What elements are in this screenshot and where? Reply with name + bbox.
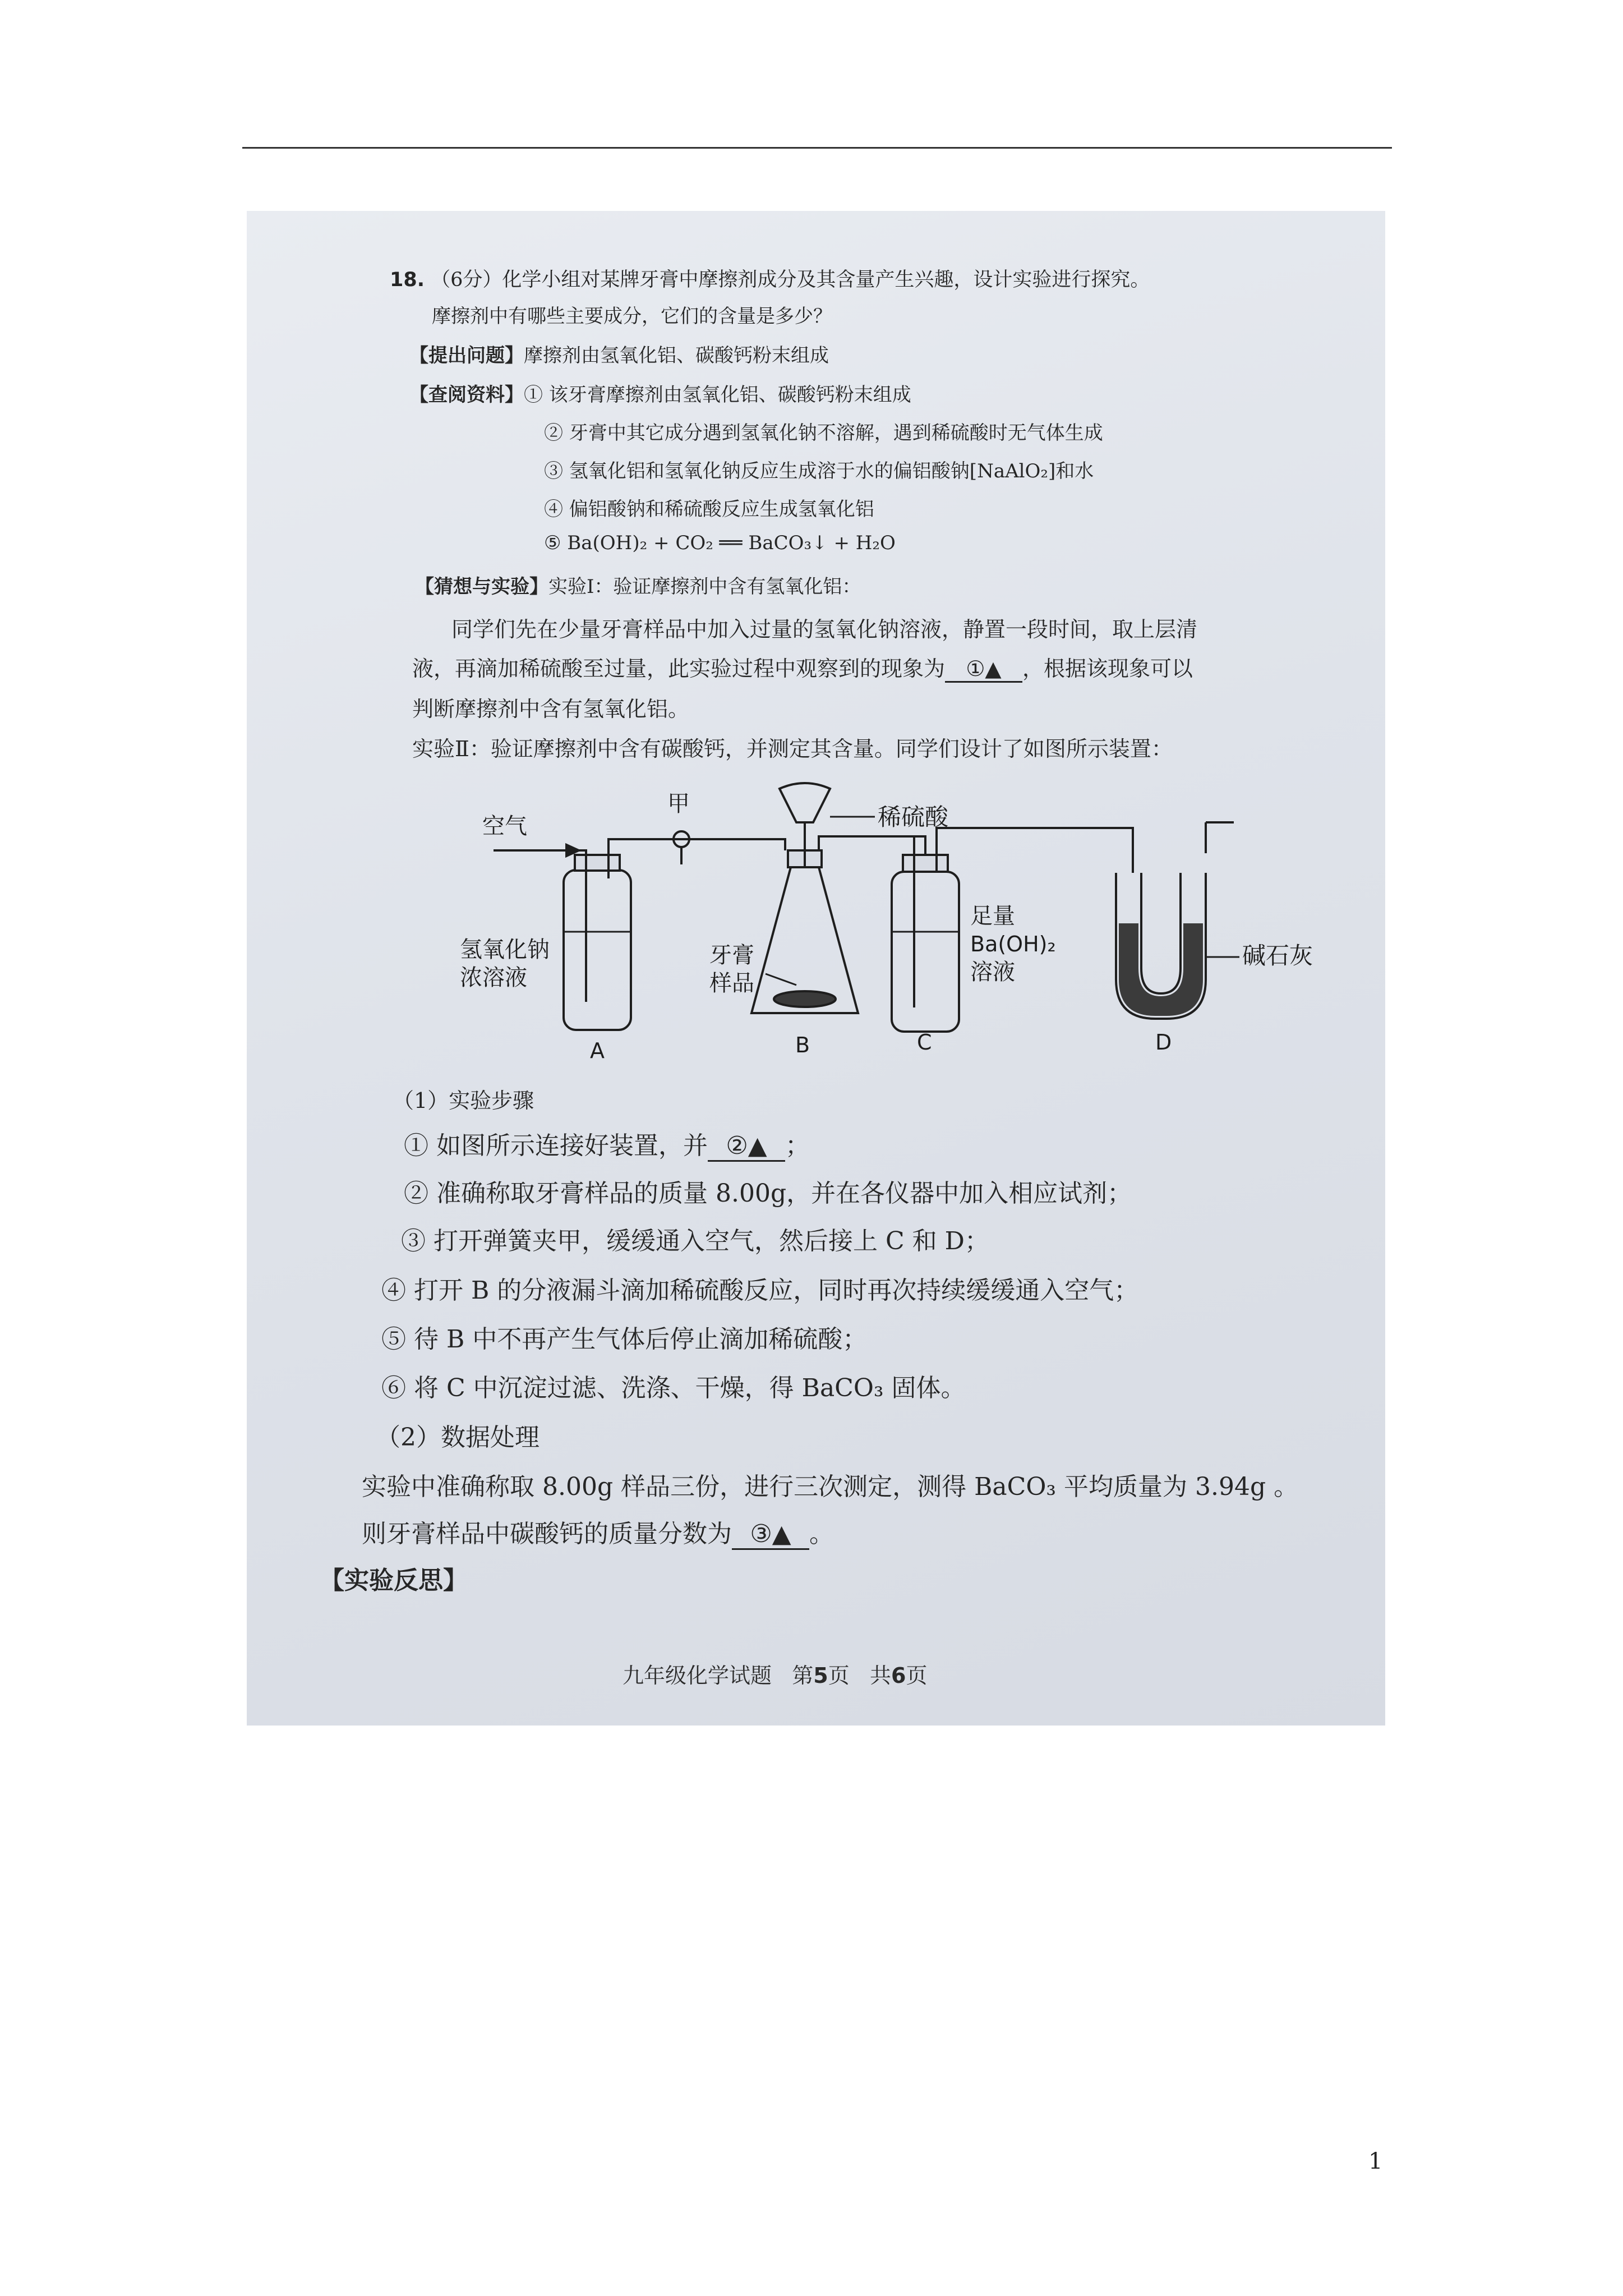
answer-blank-2[interactable]: ②▲	[708, 1131, 785, 1162]
separatory-funnel	[780, 783, 830, 822]
label-baoh2: Ba(OH)₂	[970, 932, 1056, 956]
label-sample-1: 牙膏	[709, 942, 754, 968]
pipe-c-to-d	[937, 828, 1133, 873]
raise-question: 【提出问题】摩擦剂由氢氧化铝、碳酸钙粉末组成	[409, 344, 829, 367]
label-dilute-acid: 稀硫酸	[878, 803, 949, 831]
info-row-2: ② 牙膏中其它成分遇到氢氧化钠不溶解，遇到稀硫酸时无气体生成	[544, 422, 1103, 444]
step-5: ⑤ 待 B 中不再产生气体后停止滴加稀硫酸；	[381, 1325, 868, 1354]
step-2: ② 准确称取牙膏样品的质量 8.00g，并在各仪器中加入相应试剂；	[404, 1179, 1132, 1208]
label-c: C	[917, 1030, 932, 1055]
exp1-paragraph-1: 同学们先在少量牙膏样品中加入过量的氢氧化钠溶液，静置一段时间，取上层清	[451, 617, 1198, 642]
toothpaste-sample	[774, 991, 836, 1007]
reflection-heading: 【实验反思】	[320, 1566, 468, 1595]
data-heading: （2）数据处理	[376, 1423, 540, 1452]
label-air: 空气	[482, 813, 527, 839]
pipe-b-to-c	[819, 836, 925, 855]
sample-pointer	[766, 974, 796, 985]
bottle-c	[892, 872, 959, 1032]
data-paragraph-2: 则牙膏样品中碳酸钙的质量分数为 ③▲ 。	[362, 1513, 834, 1550]
steps-heading: （1）实验步骤	[393, 1088, 534, 1113]
question-line2: 摩擦剂中有哪些主要成分，它们的含量是多少？	[432, 305, 832, 328]
label-enough: 足量	[970, 903, 1015, 929]
label-naoh-2: 浓溶液	[460, 965, 527, 991]
label-soda-lime: 碱石灰	[1242, 942, 1313, 969]
info-row-5: ⑤ Ba(OH)₂ + CO₂ ══ BaCO₃↓ + H₂O	[544, 532, 896, 554]
stopper-a	[575, 855, 620, 871]
step-1: ① 如图所示连接好装置，并 ②▲ ；	[404, 1125, 810, 1162]
question-intro: 18. （6分）化学小组对某牌牙膏中摩擦剂成分及其含量产生兴趣，设计实验进行探究。	[390, 269, 1150, 291]
step-4: ④ 打开 B 的分液漏斗滴加稀硫酸反应，同时再次持续缓缓通入空气；	[381, 1276, 1139, 1305]
question-number: 18.	[390, 269, 425, 291]
label-b: B	[795, 1033, 810, 1057]
label-d: D	[1155, 1030, 1172, 1055]
info-row-1: 【查阅资料】① 该牙膏摩擦剂由氢氧化铝、碳酸钙粉末组成	[409, 384, 911, 406]
label-solution: 溶液	[970, 959, 1015, 985]
label-sample-2: 样品	[709, 970, 754, 996]
page-number: 1	[1368, 2148, 1383, 2174]
stopper-c	[903, 855, 948, 872]
data-paragraph-1: 实验中准确称取 8.00g 样品三份，进行三次测定，测得 BaCO₃ 平均质量为 3.94g 。	[362, 1473, 1299, 1501]
info-row-4: ④ 偏铝酸钠和稀硫酸反应生成氢氧化铝	[544, 498, 874, 521]
header-rule	[242, 147, 1392, 149]
answer-blank-3[interactable]: ③▲	[732, 1520, 809, 1550]
pipe-a-to-b	[608, 839, 785, 856]
apparatus-diagram	[460, 789, 1313, 1103]
exp2-title: 实验Ⅱ：验证摩擦剂中含有碳酸钙，并测定其含量。同学们设计了如图所示装置：	[412, 737, 1173, 761]
u-tube-d-inner	[1141, 873, 1181, 993]
exp1-title: 【猜想与实验】实验Ⅰ：验证摩擦剂中含有氢氧化铝：	[415, 576, 861, 598]
bottle-a	[564, 870, 631, 1030]
exp1-paragraph-3: 判断摩擦剂中含有氢氧化铝。	[412, 697, 690, 721]
info-row-3: ③ 氢氧化铝和氢氧化钠反应生成溶于水的偏铝酸钠[NaAlO₂]和水	[544, 460, 1094, 482]
label-a: A	[590, 1038, 605, 1063]
answer-blank-1[interactable]: ①▲	[945, 656, 1022, 683]
step-6: ⑥ 将 C 中沉淀过滤、洗涤、干燥，得 BaCO₃ 固体。	[381, 1374, 966, 1402]
label-naoh-1: 氢氧化钠	[460, 937, 550, 963]
step-3: ③ 打开弹簧夹甲，缓缓通入空气，然后接上 C 和 D；	[401, 1227, 989, 1255]
label-clamp: 甲	[667, 791, 690, 817]
exam-photo	[247, 211, 1385, 1726]
page-footer: 九年级化学试题 第5页 共6页	[623, 1663, 928, 1688]
soda-lime-fill	[1119, 923, 1203, 1016]
exp1-paragraph-2: 液，再滴加稀硫酸至过量，此实验过程中观察到的现象为 ①▲ ，根据该现象可以	[412, 651, 1193, 683]
